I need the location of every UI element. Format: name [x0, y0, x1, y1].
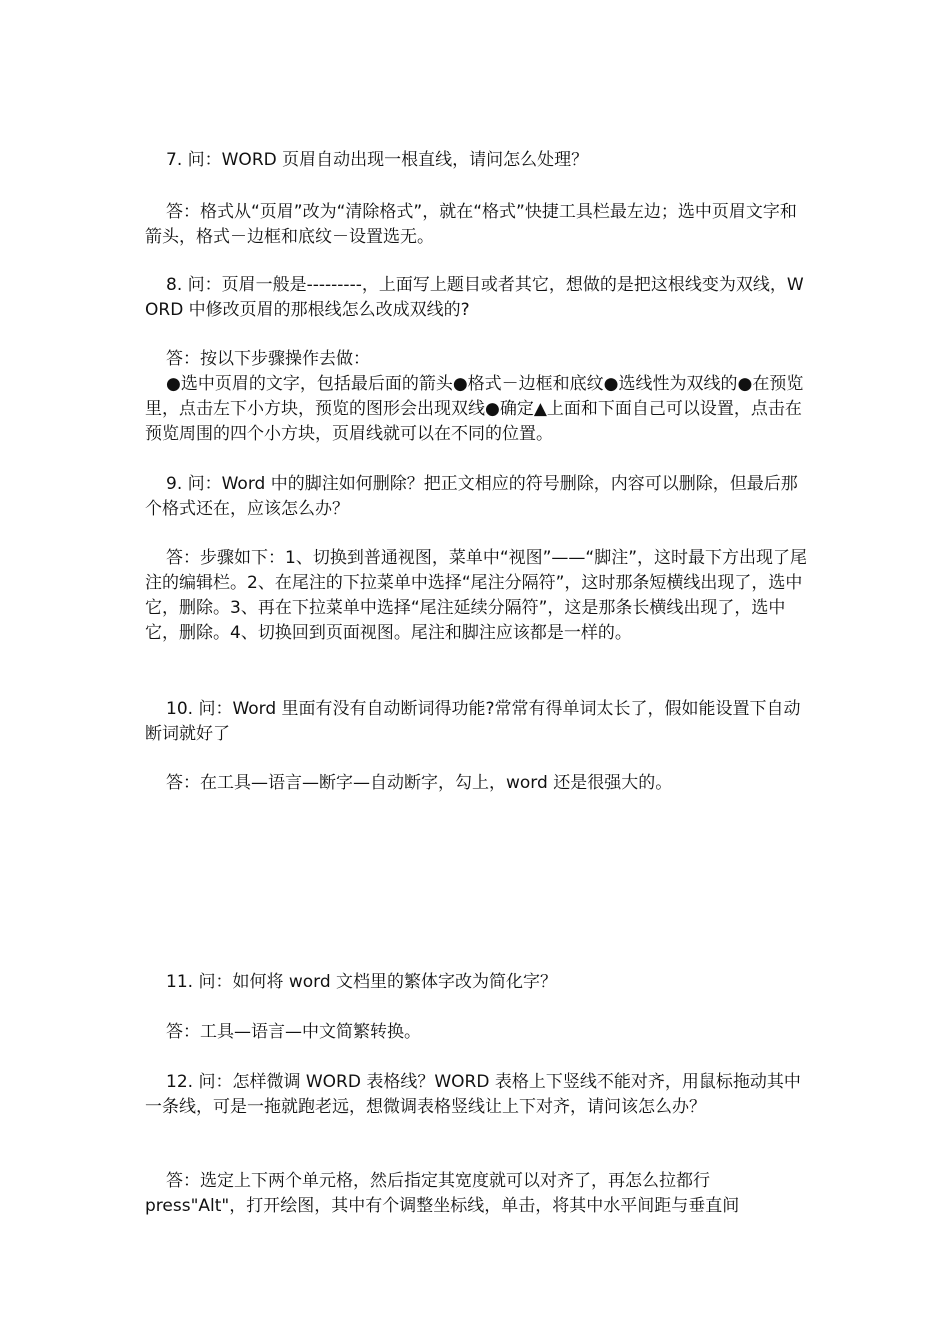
question-10: 10. 问：Word 里面有没有自动断词得功能?常常有得单词太长了，假如能设置下自动断词就好了 — [145, 699, 801, 744]
question-12: 12. 问：怎样微调 WORD 表格线？WORD 表格上下竖线不能对齐，用鼠标拖动其中一条线，可是一拖就跑老远，想微调表格竖线让上下对齐，请问该怎么办？ — [145, 1072, 801, 1117]
question-9: 9. 问：Word 中的脚注如何删除？把正文相应的符号删除，内容可以删除，但最后那个格式还在，应该怎么办？ — [145, 474, 798, 519]
question-7: 7. 问：WORD 页眉自动出现一根直线，请问怎么处理？ — [166, 150, 589, 170]
answer-8: 答：按以下步骤操作去做： — [166, 349, 370, 369]
answer-11: 答：工具—语言—中文简繁转换。 — [166, 1022, 421, 1042]
answer-7: 答：格式从“页眉”改为“清除格式”，就在“格式”快捷工具栏最左边；选中页眉文字和箭头，格式－边框和底纹－设置选无。 — [145, 202, 797, 247]
answer-8-steps: ●选中页眉的文字，包括最后面的箭头●格式－边框和底纹●选线性为双线的●在预览里，点击左下小方块，预览的图形会出现双线●确定▲上面和下面自己可以设置，点击在预览周围的四个小方块，页眉线就可以在不同的位置。 — [145, 374, 804, 444]
question-11: 11. 问：如何将 word 文档里的繁体字改为简化字？ — [166, 972, 558, 992]
answer-10: 答：在工具—语言—断字—自动断字，勾上，word 还是很强大的。 — [166, 773, 673, 793]
answer-12-cont: press"Alt"，打开绘图，其中有个调整坐标线，单击，将其中水平间距与垂直间 — [145, 1196, 740, 1216]
question-8: 8. 问：页眉一般是---------，上面写上题目或者其它，想做的是把这根线变为双线，WORD 中修改页眉的那根线怎么改成双线的? — [145, 275, 804, 320]
answer-12: 答：选定上下两个单元格，然后指定其宽度就可以对齐了，再怎么拉都行 — [166, 1171, 710, 1191]
answer-9: 答：步骤如下：1、切换到普通视图，菜单中“视图”——“脚注”，这时最下方出现了尾注的编辑栏。2、在尾注的下拉菜单中选择“尾注分隔符”，这时那条短横线出现了，选中它，删除。3、再在下拉菜单中选择“尾注延续分隔符”，这是那条长横线出现了，选中它，删除。4、切换回到页面视图。尾注和脚注应该都是一样的。 — [145, 548, 808, 643]
